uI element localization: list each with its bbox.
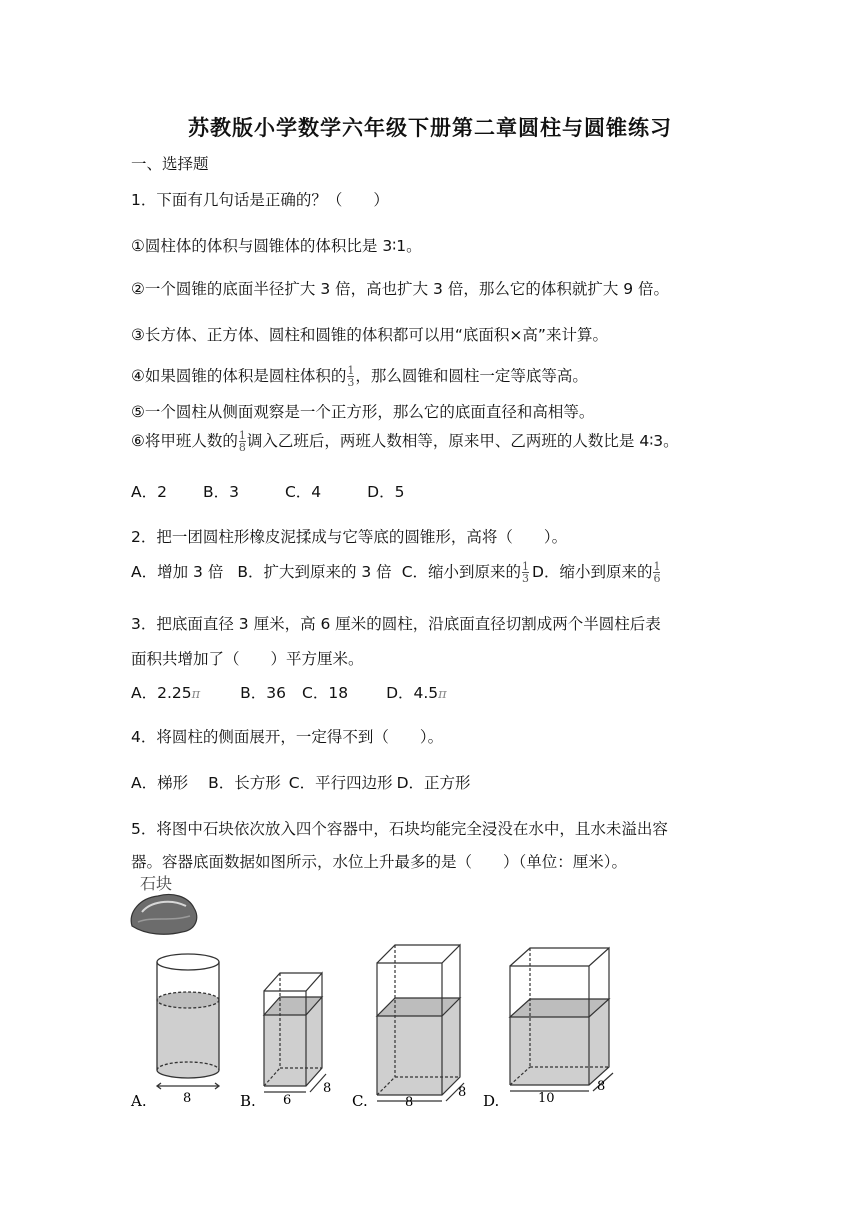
fraction-one-third: $\frac{1}{3}$ bbox=[347, 364, 355, 389]
fraction-one-eighth: $\frac{1}{8}$ bbox=[238, 429, 246, 454]
q1-s6-pre: ⑥将甲班人数的 bbox=[131, 432, 238, 450]
q1-option-a[interactable]: A．2 bbox=[131, 483, 167, 501]
q1-option-d[interactable]: D．5 bbox=[367, 483, 405, 501]
q1-stem: 1．下面有几句话是正确的？（ ） bbox=[131, 191, 389, 209]
q1-s4-pre: ④如果圆锥的体积是圆柱体积的 bbox=[131, 367, 347, 385]
q2-option-c[interactable]: C．缩小到原来的 $\frac{1}{3}$ bbox=[401, 560, 530, 585]
q3-stem-line-1: 3．把底面直径 3 厘米，高 6 厘米的圆柱，沿底面直径切割成两个半圆柱后表 bbox=[131, 615, 661, 633]
container-b-label: B. bbox=[240, 1092, 256, 1110]
container-d-label: D. bbox=[483, 1092, 500, 1110]
fraction-one-third-c: $\frac{1}{3}$ bbox=[522, 560, 530, 585]
q4-option-b[interactable]: B．长方形 bbox=[208, 774, 281, 792]
container-a-dim-diameter: 8 bbox=[183, 1091, 192, 1106]
q4-option-a[interactable]: A．梯形 bbox=[131, 774, 189, 792]
page-title: 苏教版小学数学六年级下册第二章圆柱与圆锥练习 bbox=[188, 115, 672, 140]
section-heading: 一、选择题 bbox=[131, 155, 209, 173]
container-d-dim-depth: 8 bbox=[597, 1079, 606, 1094]
q1-statement-3: ③长方体、正方体、圆柱和圆锥的体积都可以用“底面积×高”来计算。 bbox=[131, 326, 608, 344]
q2-option-a[interactable]: A．增加 3 倍 bbox=[131, 563, 224, 581]
q1-s4-post: ，那么圆锥和圆柱一定等底等高。 bbox=[355, 367, 588, 385]
q3-option-a[interactable]: A．2.25π bbox=[131, 684, 201, 702]
container-a-cylinder bbox=[157, 954, 219, 1089]
q1-statement-1: ①圆柱体的体积与圆锥体的体积比是 3∶1。 bbox=[131, 237, 422, 255]
container-b-box bbox=[264, 973, 326, 1092]
container-d-dim-width: 10 bbox=[538, 1091, 555, 1106]
fraction-one-sixth-d: $\frac{1}{6}$ bbox=[653, 560, 661, 585]
container-c-dim-depth: 8 bbox=[458, 1085, 467, 1100]
q1-option-c[interactable]: C．4 bbox=[284, 483, 322, 501]
container-b-dim-width: 6 bbox=[283, 1093, 292, 1108]
container-c-label: C. bbox=[352, 1092, 368, 1110]
q4-option-c[interactable]: C．平行四边形 bbox=[288, 774, 393, 792]
q3-option-d[interactable]: D．4.5π bbox=[386, 684, 447, 702]
stone-image bbox=[131, 895, 196, 935]
container-a-label: A. bbox=[131, 1092, 147, 1110]
q1-s6-post: 调入乙班后，两班人数相等，原来甲、乙两班的人数比是 4∶3。 bbox=[246, 432, 679, 450]
pi-symbol: π bbox=[191, 687, 201, 702]
q3-stem-line-2: 面积共增加了（ ）平方厘米。 bbox=[131, 650, 364, 668]
q2-option-b[interactable]: B．扩大到原来的 3 倍 bbox=[237, 563, 392, 581]
q4-stem: 4．将圆柱的侧面展开，一定得不到（ ）。 bbox=[131, 728, 444, 746]
q1-option-b[interactable]: B．3 bbox=[202, 483, 239, 501]
container-d-box bbox=[510, 948, 613, 1091]
q3-option-c[interactable]: C．18 bbox=[302, 684, 349, 702]
q1-statement-5: ⑤一个圆柱从侧面观察是一个正方形，那么它的底面直径和高相等。 bbox=[131, 403, 595, 421]
pi-symbol-d: π bbox=[438, 687, 447, 702]
q2-stem: 2．把一团圆柱形橡皮泥揉成与它等底的圆锥形，高将（ ）。 bbox=[131, 528, 568, 546]
q3-option-b[interactable]: B．36 bbox=[240, 684, 287, 702]
q5-stem-line-1: 5．将图中石块依次放入四个容器中，石块均能完全浸没在水中，且水未溢出容 bbox=[131, 820, 668, 838]
q4-option-d[interactable]: D．正方形 bbox=[396, 774, 471, 792]
container-b-dim-depth: 8 bbox=[323, 1081, 332, 1096]
q2-option-d[interactable]: D．缩小到原来的 $\frac{1}{6}$ bbox=[532, 560, 661, 585]
container-c-dim-width: 8 bbox=[405, 1095, 414, 1110]
q5-stem-line-2: 器。容器底面数据如图所示，水位上升最多的是（ ）（单位：厘米）。 bbox=[131, 853, 628, 871]
stone-label: 石块 bbox=[140, 874, 173, 893]
q1-statement-2: ②一个圆锥的底面半径扩大 3 倍，高也扩大 3 倍，那么它的体积就扩大 9 倍。 bbox=[131, 280, 670, 298]
container-c-box bbox=[377, 945, 467, 1101]
